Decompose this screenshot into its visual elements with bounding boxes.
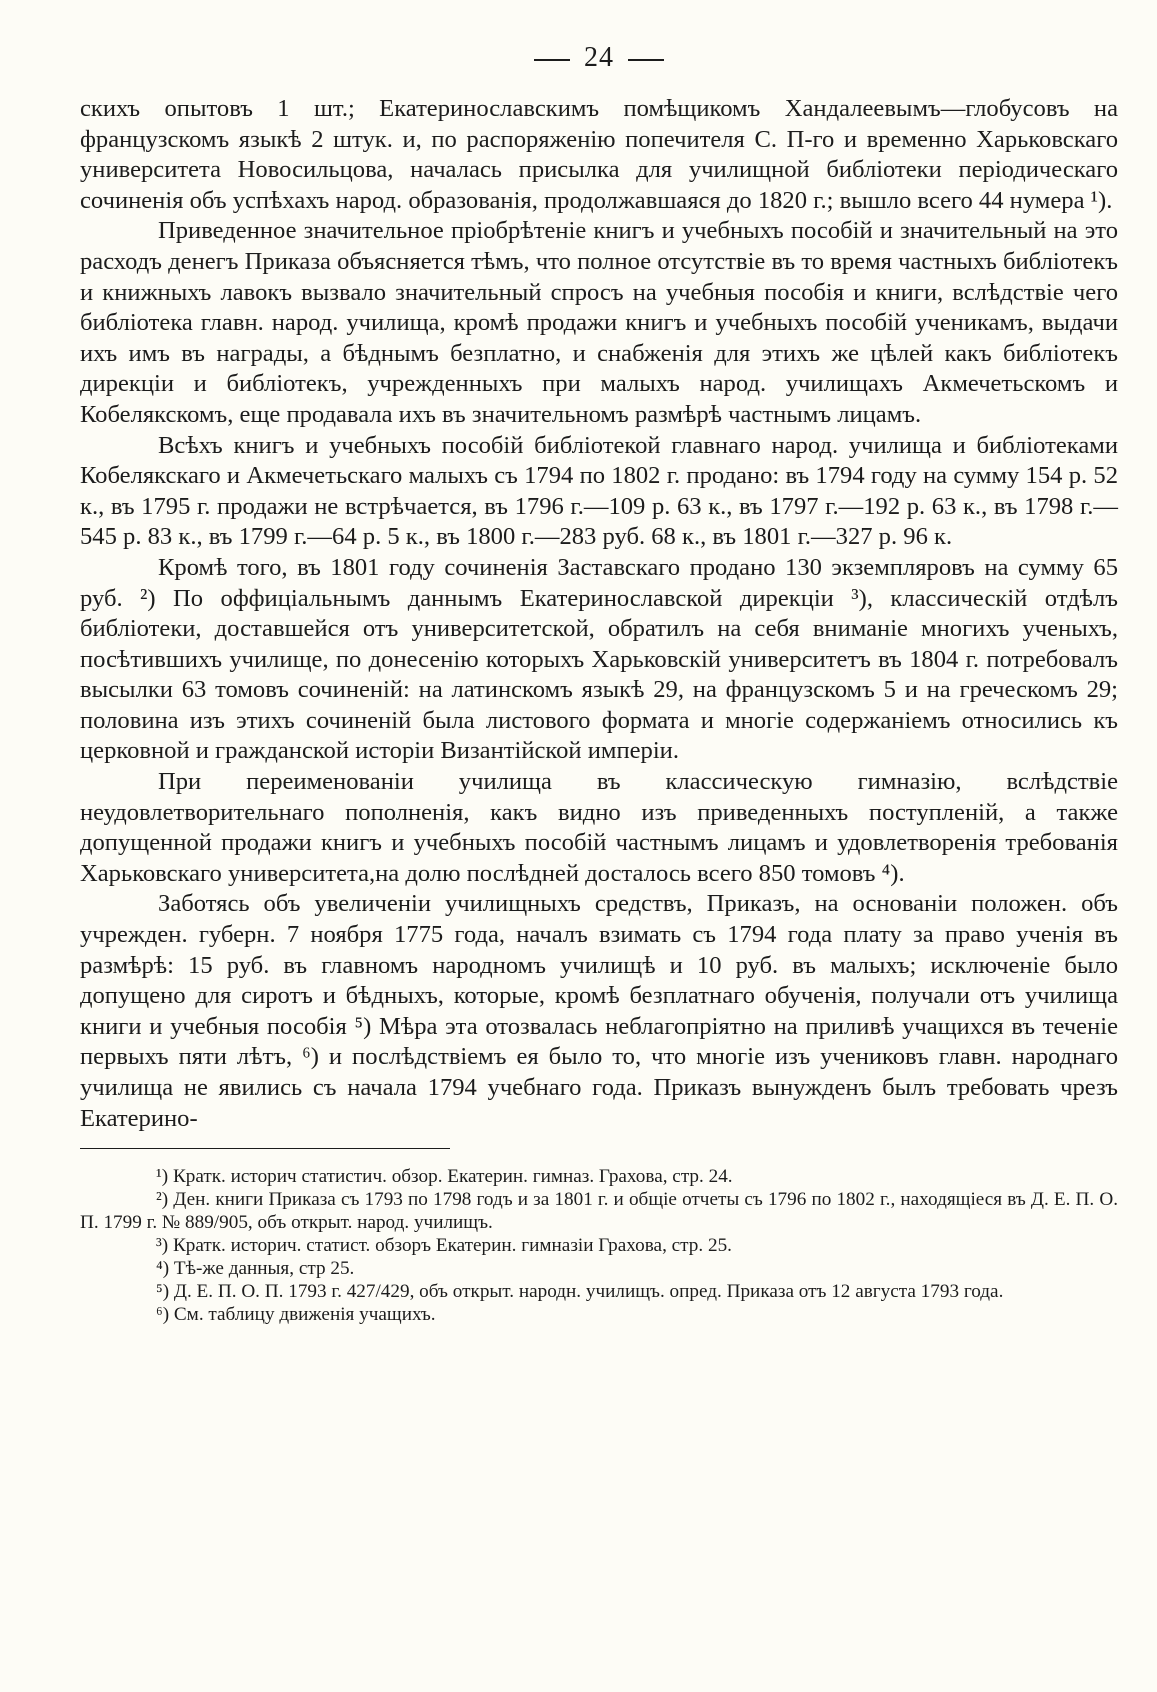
- footnote-4: ⁴) Тѣ-же данныя, стр 25.: [156, 1258, 355, 1280]
- document-page: [80, 40, 1118, 1326]
- footnote-2: ²) Ден. книги Приказа съ 1793 по 1798 годъ и за 1801 г. и общіе отчеты съ 1796 по 1802 г., находящіеся въ Д. Е. П. О. П. 1799 г. № 889/905, объ открыт. народ. училищъ.: [80, 1189, 1118, 1234]
- paragraph-5: При переименованіи училища въ классическую гимназію, вслѣдствіе неудовлетворительнаго пополненія, какъ видно изъ приведенныхъ поступленій, а также допущенной продажи книгъ и учебныхъ пособій частнымъ лицамъ и удовлетворенія требованія Харьковскаго университета,на долю послѣдней досталось всего 850 томовъ ⁴).: [80, 768, 1118, 887]
- footnotes: [80, 1165, 1118, 1326]
- paragraph-2: Приведенное значительное пріобрѣтеніе книгъ и учебныхъ пособій и значительный на это расходъ денегъ Приказа объясняется тѣмъ, что полное отсутствіе въ то время частныхъ библіотекъ и книжныхъ лавокъ вызвало значительный спросъ на учебныя пособія и книги, вслѣдствіе чего библіотека главн. народ. училища, кромѣ продажи книгъ и учебныхъ пособій ученикамъ, выдачи ихъ имъ въ награды, а бѣднымъ безплатно, и снабженія для этихъ же цѣлей какъ библіотекъ дирекціи и библіотекъ, учрежденныхъ при малыхъ народ. училищахъ Акмечетьскомъ и Кобелякскомъ, еще продавала ихъ въ значительномъ размѣрѣ частнымъ лицамъ.: [80, 217, 1118, 428]
- page-number-value: 24: [584, 42, 614, 73]
- paragraph-6: Заботясь объ увеличеніи училищныхъ средствъ, Приказъ, на основаніи положен. объ учрежден. губерн. 7 ноября 1775 года, началъ взимать съ 1794 года плату за право ученія въ размѣрѣ: 15 руб. въ главномъ народномъ училищѣ и 10 руб. въ малыхъ; исключеніе было допущено для сиротъ и бѣдныхъ, которые, кромѣ безплатнаго обученія, получали отъ училища книги и учебныя пособія ⁵) Мѣра эта отозвалась неблагопріятно на приливѣ учащихся въ теченіе первыхъ пяти лѣтъ, ⁶) и послѣдствіемъ ея было то, что многіе изъ учениковъ главн. народнаго училища не явились съ начала 1794 учебнаго года. Приказъ вынужденъ былъ требовать чрезъ Екатерино-: [80, 890, 1118, 1132]
- body-text: [80, 94, 1118, 1134]
- paragraph-4: Кромѣ того, въ 1801 году сочиненія Заставскаго продано 130 экземпляровъ на сумму 65 руб. ²) По оффиціальнымъ даннымъ Екатеринославской дирекціи ³), классическій отдѣлъ библіотеки, доставшейся отъ университетской, обратилъ на себя вниманіе многихъ ученыхъ, посѣтившихъ училище, по донесенію которыхъ Харьковскій университетъ въ 1804 г. потребовалъ высылки 63 томовъ сочиненій: на латинскомъ языкѣ 29, на французскомъ 5 и на греческомъ 29; половина изъ этихъ сочиненій была листового формата и многіе содержаніемъ относились къ церковной и гражданской исторіи Византійской имперіи.: [80, 553, 1118, 765]
- footnote-1: ¹) Кратк. историч статистич. обзор. Екатерин. гимназ. Грахова, стр. 24.: [156, 1166, 733, 1188]
- footnote-5: ⁵) Д. Е. П. О. П. 1793 г. 427/429, объ открыт. народн. училищъ. опред. Приказа отъ 12 августа 1793 года.: [156, 1281, 1004, 1303]
- page-number: [80, 40, 1118, 76]
- page-number-dash-left: [534, 59, 570, 61]
- footnote-3: ³) Кратк. историч. статист. обзоръ Екатерин. гимназіи Грахова, стр. 25.: [156, 1235, 732, 1257]
- page-number-dash-right: [628, 59, 664, 61]
- paragraph-3: Всѣхъ книгъ и учебныхъ пособій библіотекой главнаго народ. училища и библіотеками Кобелякскаго и Акмечетьскаго малыхъ съ 1794 по 1802 г. продано: въ 1794 году на сумму 154 р. 52 к., въ 1795 г. продажи не встрѣчается, въ 1796 г.—109 р. 63 к., въ 1797 г.—192 р. 63 к., въ 1798 г.—545 р. 83 к., въ 1799 г.—64 р. 5 к., въ 1800 г.—283 руб. 68 к., въ 1801 г.—327 р. 96 к.: [80, 431, 1118, 551]
- footnote-separator: [80, 1148, 450, 1149]
- footnote-6: ⁶) См. таблицу движенія учащихъ.: [156, 1304, 436, 1326]
- paragraph-1: скихъ опытовъ 1 шт.; Екатеринославскимъ помѣщикомъ Хандалеевымъ—глобусовъ на французскомъ языкѣ 2 штук. и, по распоряженію попечителя С. П-го и временно Харьковскаго университета Новосильцова, началась присылка для училищной библіотеки періодическаго сочиненія объ успѣхахъ народ. образованія, продолжавшаяся до 1820 г.; вышло всего 44 нумера ¹).: [80, 95, 1118, 214]
